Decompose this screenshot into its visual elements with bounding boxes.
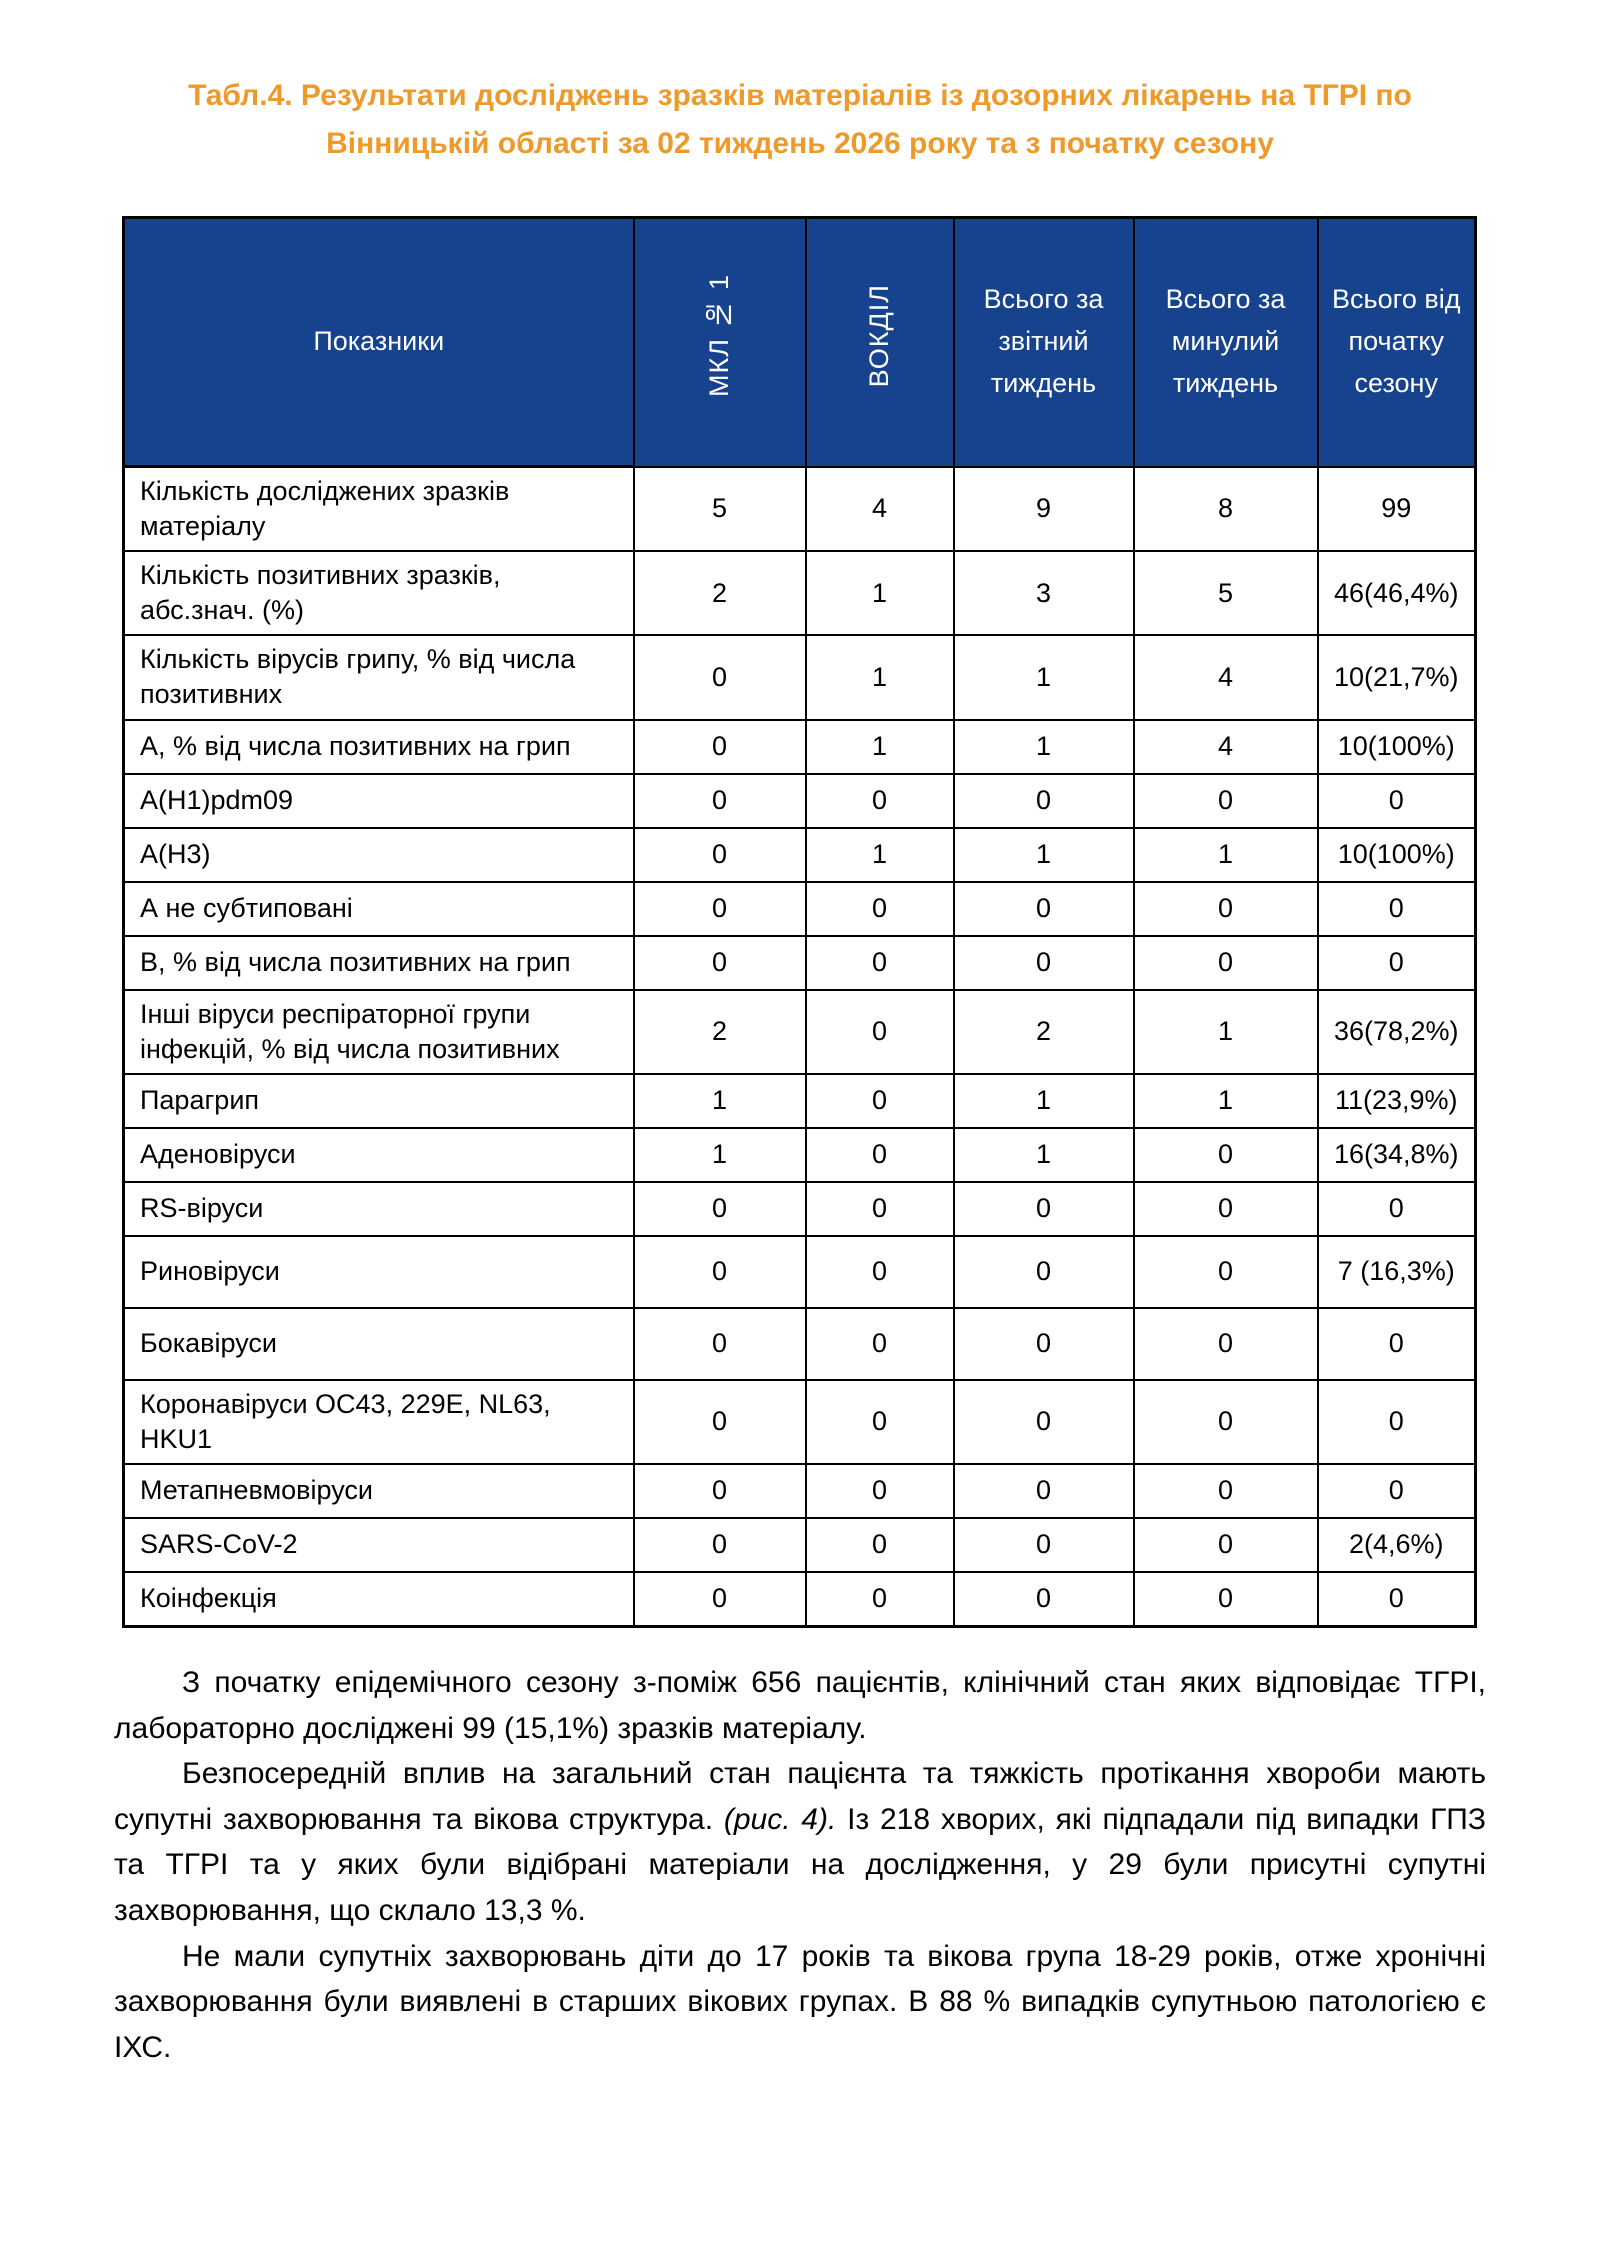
cell-total-previous-week: 0 bbox=[1134, 1464, 1318, 1518]
table-row bbox=[124, 990, 1476, 1074]
cell-total-current-week: 1 bbox=[954, 635, 1134, 719]
cell-total-previous-week: 0 bbox=[1134, 936, 1318, 990]
row-label: RS-віруси bbox=[124, 1182, 634, 1236]
table-row bbox=[124, 1518, 1476, 1572]
header-total-previous-week-label: Всього за минулий тиждень bbox=[1165, 284, 1286, 399]
cell-vokdil: 0 bbox=[806, 1464, 954, 1518]
table-row bbox=[124, 1182, 1476, 1236]
row-label: В, % від числа позитивних на грип bbox=[124, 936, 634, 990]
cell-vokdil: 0 bbox=[806, 882, 954, 936]
table-row bbox=[124, 551, 1476, 635]
cell-mkl1: 0 bbox=[634, 1308, 806, 1380]
cell-vokdil: 1 bbox=[806, 551, 954, 635]
cell-total-previous-week: 8 bbox=[1134, 467, 1318, 552]
row-label: Метапневмовіруси bbox=[124, 1464, 634, 1518]
body-text bbox=[114, 1660, 1486, 2070]
cell-total-season: 0 bbox=[1318, 1182, 1476, 1236]
cell-vokdil: 0 bbox=[806, 1128, 954, 1182]
cell-total-season: 0 bbox=[1318, 1308, 1476, 1380]
paragraph-2-end: Із 218 хворих, які підпадали під випадки ГПЗ та ТГРІ та у яких були відібрані матеріали на дослідження, у 29 були присутні супутні захворювання, що склало 13,3 %. bbox=[114, 1802, 1486, 1927]
row-label: Інші віруси респіраторної групи інфекцій, % від числа позитивних bbox=[124, 990, 634, 1074]
cell-mkl1: 5 bbox=[634, 467, 806, 552]
header-total-current-week-label: Всього за звітний тиждень bbox=[983, 284, 1104, 399]
row-label: Аденовіруси bbox=[124, 1128, 634, 1182]
cell-total-season: 10(21,7%) bbox=[1318, 635, 1476, 719]
cell-total-season: 11(23,9%) bbox=[1318, 1074, 1476, 1128]
cell-total-current-week: 0 bbox=[954, 774, 1134, 828]
cell-total-current-week: 0 bbox=[954, 1236, 1134, 1308]
cell-total-season: 16(34,8%) bbox=[1318, 1128, 1476, 1182]
cell-vokdil: 0 bbox=[806, 1518, 954, 1572]
cell-total-season: 0 bbox=[1318, 882, 1476, 936]
cell-total-previous-week: 0 bbox=[1134, 1128, 1318, 1182]
row-label: А не субтиповані bbox=[124, 882, 634, 936]
paragraph-2-figure-reference: (рис. 4). bbox=[723, 1802, 837, 1836]
table-row bbox=[124, 1236, 1476, 1308]
row-label: Кількість вірусів грипу, % від числа позитивних bbox=[124, 635, 634, 719]
cell-mkl1: 0 bbox=[634, 1464, 806, 1518]
header-indicators-label: Показники bbox=[313, 326, 445, 357]
table-row bbox=[124, 1128, 1476, 1182]
cell-mkl1: 0 bbox=[634, 936, 806, 990]
cell-vokdil: 0 bbox=[806, 1380, 954, 1464]
cell-total-season: 36(78,2%) bbox=[1318, 990, 1476, 1074]
cell-mkl1: 0 bbox=[634, 882, 806, 936]
table-row bbox=[124, 467, 1476, 552]
cell-mkl1: 0 bbox=[634, 720, 806, 774]
row-label: Парагрип bbox=[124, 1074, 634, 1128]
cell-total-current-week: 1 bbox=[954, 828, 1134, 882]
cell-vokdil: 1 bbox=[806, 828, 954, 882]
table-row bbox=[124, 1380, 1476, 1464]
cell-mkl1: 2 bbox=[634, 551, 806, 635]
cell-vokdil: 0 bbox=[806, 936, 954, 990]
row-label: А, % від числа позитивних на грип bbox=[124, 720, 634, 774]
cell-vokdil: 0 bbox=[806, 1182, 954, 1236]
row-label: Бокавіруси bbox=[124, 1308, 634, 1380]
table-row bbox=[124, 1074, 1476, 1128]
cell-mkl1: 1 bbox=[634, 1074, 806, 1128]
cell-vokdil: 1 bbox=[806, 720, 954, 774]
cell-total-current-week: 0 bbox=[954, 1464, 1134, 1518]
table-row bbox=[124, 635, 1476, 719]
cell-total-current-week: 0 bbox=[954, 882, 1134, 936]
cell-total-previous-week: 0 bbox=[1134, 882, 1318, 936]
results-table-body bbox=[124, 467, 1476, 1627]
cell-total-previous-week: 4 bbox=[1134, 720, 1318, 774]
header-mkl1-label: МКЛ № 1 bbox=[703, 274, 734, 398]
table-row bbox=[124, 1464, 1476, 1518]
cell-total-season: 99 bbox=[1318, 467, 1476, 552]
cell-mkl1: 1 bbox=[634, 1128, 806, 1182]
row-label: SARS-CoV-2 bbox=[124, 1518, 634, 1572]
cell-vokdil: 0 bbox=[806, 1236, 954, 1308]
row-label: Кількість досліджених зразків матеріалу bbox=[124, 467, 634, 552]
table-row bbox=[124, 720, 1476, 774]
header-vokdil-label: ВОКДІЛ bbox=[863, 284, 894, 388]
cell-mkl1: 0 bbox=[634, 1236, 806, 1308]
header-total-previous-week bbox=[1134, 218, 1318, 467]
cell-total-season: 7 (16,3%) bbox=[1318, 1236, 1476, 1308]
cell-total-previous-week: 1 bbox=[1134, 990, 1318, 1074]
results-table-header bbox=[124, 218, 1476, 467]
cell-total-current-week: 0 bbox=[954, 936, 1134, 990]
cell-total-season: 0 bbox=[1318, 936, 1476, 990]
cell-total-current-week: 1 bbox=[954, 1074, 1134, 1128]
cell-total-current-week: 2 bbox=[954, 990, 1134, 1074]
table-row bbox=[124, 1308, 1476, 1380]
cell-total-previous-week: 0 bbox=[1134, 1518, 1318, 1572]
cell-total-previous-week: 1 bbox=[1134, 828, 1318, 882]
cell-vokdil: 4 bbox=[806, 467, 954, 552]
cell-total-current-week: 3 bbox=[954, 551, 1134, 635]
header-vokdil bbox=[806, 218, 954, 467]
cell-mkl1: 0 bbox=[634, 1518, 806, 1572]
paragraph-1: З початку епідемічного сезону з-поміж 656 пацієнтів, клінічний стан яких відповідає ТГРІ, лабораторно досліджені 99 (15,1%) зразків матеріалу. bbox=[114, 1665, 1486, 1745]
paragraph-2-start: Безпосередній вплив на загальний стан пацієнта та тяжкість протікання хвороби мають супутні захворювання та вікова структура. bbox=[114, 1757, 1486, 1836]
cell-mkl1: 0 bbox=[634, 1182, 806, 1236]
cell-total-previous-week: 0 bbox=[1134, 1236, 1318, 1308]
table-row bbox=[124, 828, 1476, 882]
results-table bbox=[122, 216, 1477, 1628]
cell-total-current-week: 9 bbox=[954, 467, 1134, 552]
cell-total-season: 10(100%) bbox=[1318, 720, 1476, 774]
table-row bbox=[124, 936, 1476, 990]
header-total-season-label: Всього від початку сезону bbox=[1332, 284, 1461, 399]
cell-mkl1: 0 bbox=[634, 828, 806, 882]
cell-total-season: 0 bbox=[1318, 774, 1476, 828]
cell-total-current-week: 0 bbox=[954, 1182, 1134, 1236]
cell-vokdil: 0 bbox=[806, 1572, 954, 1627]
cell-total-previous-week: 0 bbox=[1134, 1182, 1318, 1236]
paragraph-2 bbox=[114, 1751, 1486, 1933]
row-label: A(H1)pdm09 bbox=[124, 774, 634, 828]
cell-total-season: 10(100%) bbox=[1318, 828, 1476, 882]
cell-total-current-week: 0 bbox=[954, 1308, 1134, 1380]
cell-total-season: 2(4,6%) bbox=[1318, 1518, 1476, 1572]
cell-mkl1: 0 bbox=[634, 774, 806, 828]
paragraph-3: Не мали супутніх захворювань діти до 17 років та вікова група 18-29 років, отже хронічні захворювання були виявлені в старших вікових групах. В 88 % випадків супутньою патологією є ІХС. bbox=[114, 1939, 1486, 2064]
cell-vokdil: 0 bbox=[806, 1074, 954, 1128]
cell-vokdil: 1 bbox=[806, 635, 954, 719]
cell-total-current-week: 0 bbox=[954, 1572, 1134, 1627]
cell-mkl1: 0 bbox=[634, 1572, 806, 1627]
cell-vokdil: 0 bbox=[806, 990, 954, 1074]
page-title: Табл.4. Результати досліджень зразків матеріалів із дозорних лікарень на ТГРІ по Вінницькій області за 02 тиждень 2026 року та з початку сезону bbox=[188, 79, 1412, 160]
cell-total-season: 0 bbox=[1318, 1464, 1476, 1518]
row-label: A(H3) bbox=[124, 828, 634, 882]
header-total-season bbox=[1318, 218, 1476, 467]
cell-total-current-week: 1 bbox=[954, 1128, 1134, 1182]
cell-total-previous-week: 5 bbox=[1134, 551, 1318, 635]
cell-total-current-week: 1 bbox=[954, 720, 1134, 774]
header-indicators bbox=[124, 218, 634, 467]
cell-vokdil: 0 bbox=[806, 1308, 954, 1380]
table-row bbox=[124, 774, 1476, 828]
table-row bbox=[124, 1572, 1476, 1627]
header-mkl1 bbox=[634, 218, 806, 467]
cell-total-previous-week: 0 bbox=[1134, 1380, 1318, 1464]
cell-mkl1: 0 bbox=[634, 635, 806, 719]
cell-total-previous-week: 1 bbox=[1134, 1074, 1318, 1128]
cell-total-season: 0 bbox=[1318, 1380, 1476, 1464]
table-row bbox=[124, 882, 1476, 936]
cell-total-previous-week: 0 bbox=[1134, 1572, 1318, 1627]
cell-vokdil: 0 bbox=[806, 774, 954, 828]
cell-total-current-week: 0 bbox=[954, 1518, 1134, 1572]
cell-total-season: 46(46,4%) bbox=[1318, 551, 1476, 635]
row-label: Кількість позитивних зразків, абс.знач. (%) bbox=[124, 551, 634, 635]
header-row bbox=[124, 218, 1476, 467]
cell-total-previous-week: 0 bbox=[1134, 1308, 1318, 1380]
cell-total-previous-week: 4 bbox=[1134, 635, 1318, 719]
cell-total-previous-week: 0 bbox=[1134, 774, 1318, 828]
row-label: Риновіруси bbox=[124, 1236, 634, 1308]
row-label: Коінфекція bbox=[124, 1572, 634, 1627]
header-total-current-week bbox=[954, 218, 1134, 467]
cell-mkl1: 2 bbox=[634, 990, 806, 1074]
cell-total-current-week: 0 bbox=[954, 1380, 1134, 1464]
cell-mkl1: 0 bbox=[634, 1380, 806, 1464]
row-label: Коронавіруси ОС43, 229Е, NL63, HKU1 bbox=[124, 1380, 634, 1464]
cell-total-season: 0 bbox=[1318, 1572, 1476, 1627]
